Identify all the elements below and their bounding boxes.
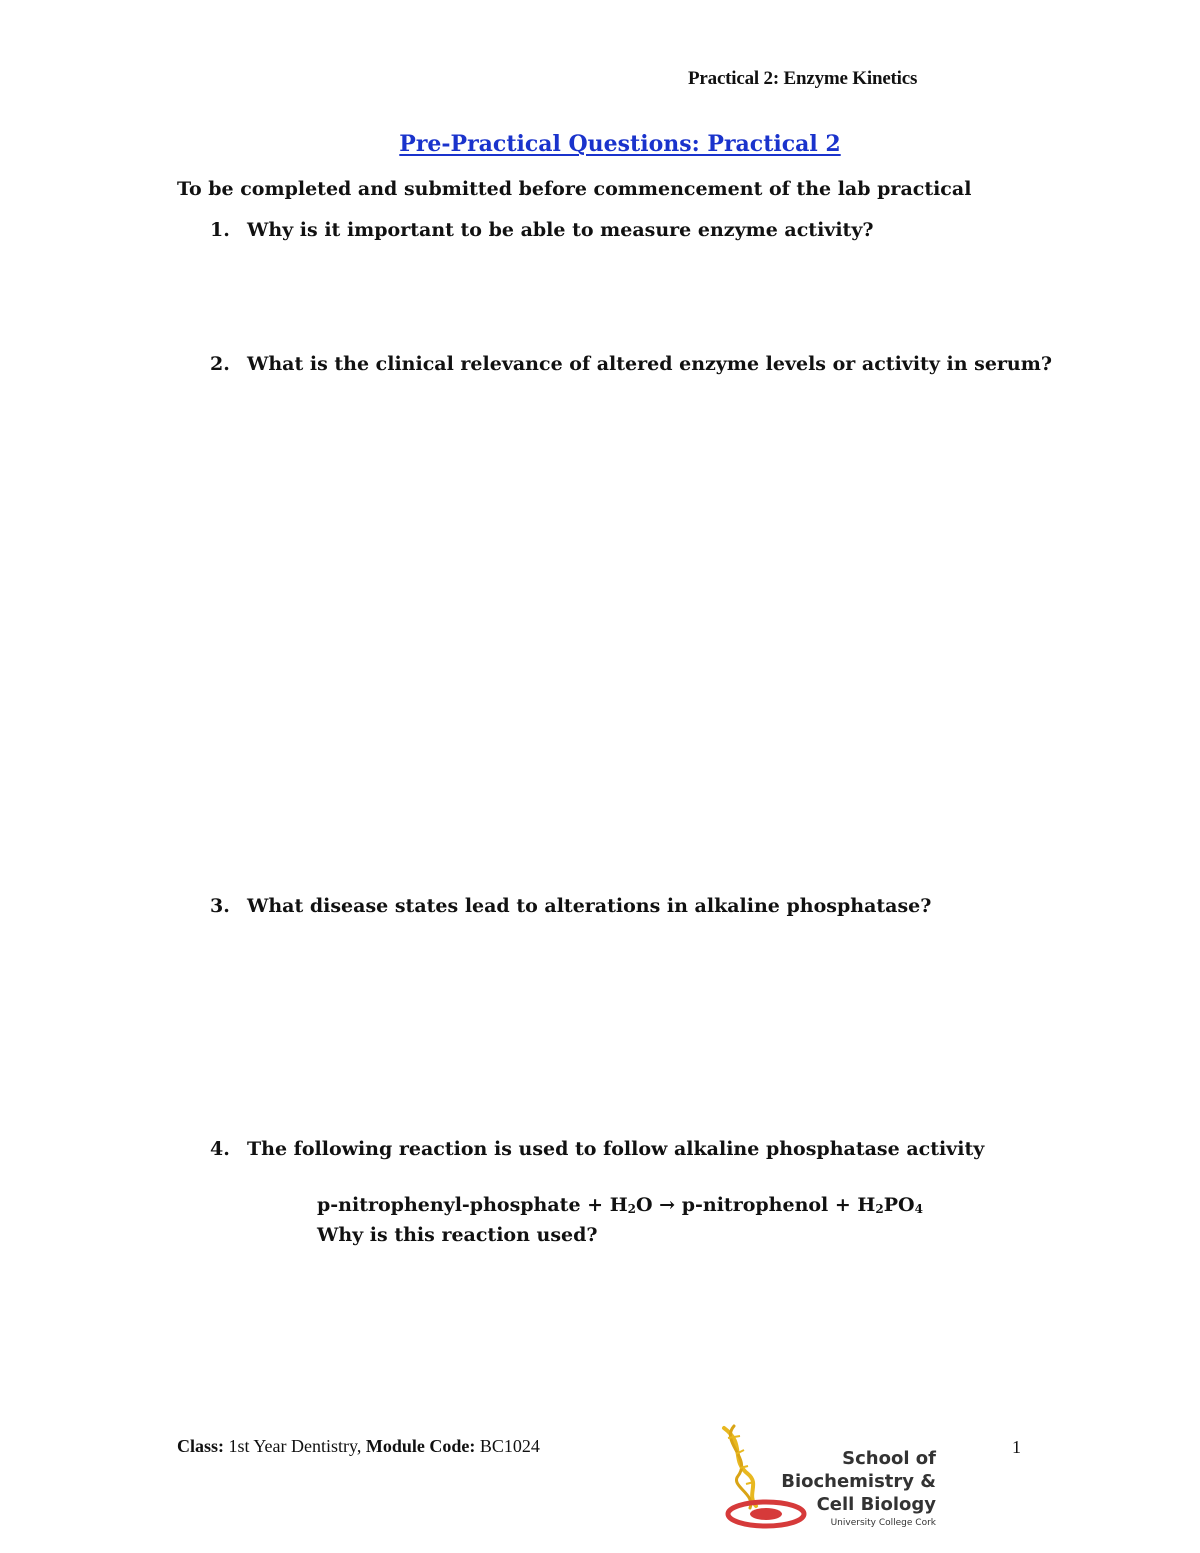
question-text: Why is it important to be able to measure enzyme activity?	[247, 219, 874, 241]
reaction-equation-block	[317, 1192, 923, 1248]
module-code-value: BC1024	[475, 1436, 540, 1456]
page-title: Pre-Practical Questions: Practical 2	[399, 131, 841, 157]
class-label: Class:	[177, 1436, 225, 1456]
module-code-label: Module Code:	[365, 1436, 476, 1456]
school-logo	[716, 1424, 948, 1536]
logo-line-4: University College Cork	[830, 1518, 936, 1528]
logo-line-1: School of	[842, 1448, 936, 1469]
running-header: Practical 2: Enzyme Kinetics	[688, 68, 918, 89]
question-1	[210, 219, 874, 241]
instruction-text: To be completed and submitted before commencement of the lab practical	[177, 178, 972, 200]
logo-line-2: Biochemistry &	[781, 1471, 936, 1492]
page-number: 1	[1012, 1437, 1021, 1457]
question-text: What disease states lead to alterations in alkaline phosphatase?	[247, 895, 932, 917]
question-3	[210, 895, 931, 917]
class-value: 1st Year Dentistry,	[224, 1436, 366, 1456]
question-number: 3.	[210, 895, 230, 917]
question-number: 2.	[210, 353, 230, 375]
reaction-equation: p-nitrophenyl-phosphate + $H_2O$ → p-nitrophenol + $H_2PO_4$	[317, 1194, 923, 1216]
question-4	[210, 1138, 984, 1160]
logo-line-3: Cell Biology	[816, 1494, 936, 1515]
question-2	[210, 353, 1052, 375]
question-text: The following reaction is used to follow alkaline phosphatase activity	[247, 1138, 985, 1160]
reaction-followup-question: Why is this reaction used?	[317, 1224, 598, 1246]
question-number: 4.	[210, 1138, 230, 1160]
question-text: What is the clinical relevance of altered enzyme levels or activity in serum?	[247, 353, 1052, 375]
question-number: 1.	[210, 219, 230, 241]
footer-class-info	[177, 1436, 540, 1457]
